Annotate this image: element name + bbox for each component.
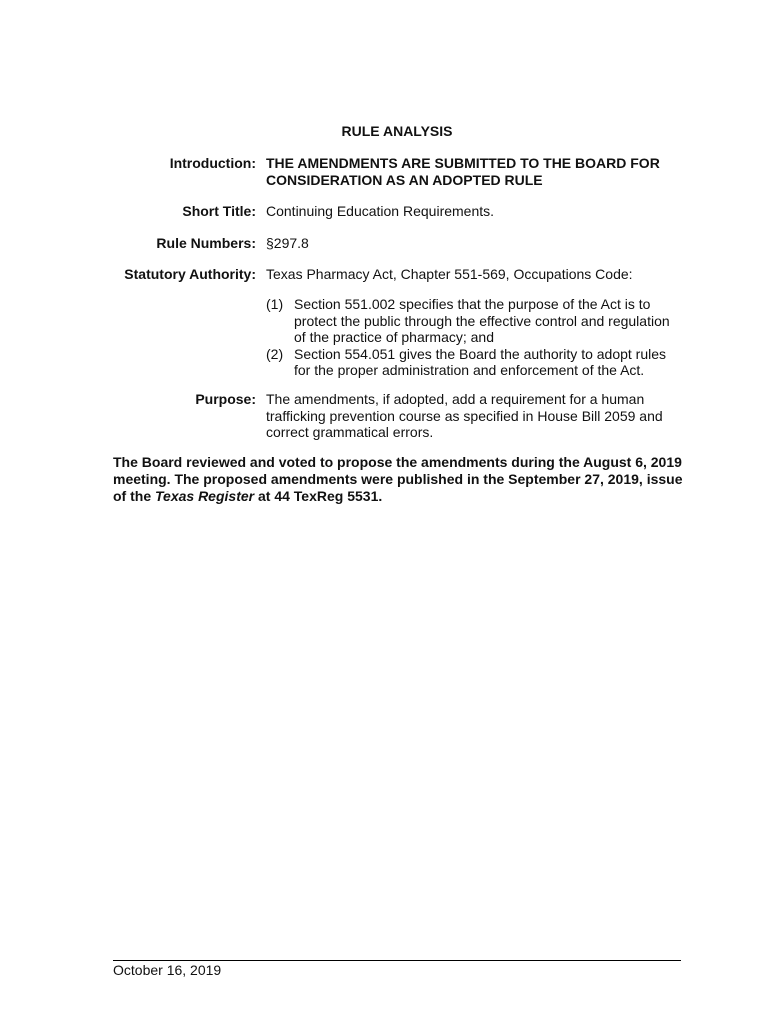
rule-numbers-label: Rule Numbers:: [156, 235, 256, 251]
page-title: RULE ANALYSIS: [341, 123, 453, 139]
closing-text-part1: The Board reviewed and voted to propose the amendments during the August 6, 2019 meeting. The proposed amendments were published in the September 27, 2019, issue of the: [113, 454, 683, 504]
list-item: [266, 346, 676, 379]
closing-paragraph: [113, 454, 683, 505]
list-item-text: Section 551.002 specifies that the purpose of the Act is to protect the public through the effective control and regulation of the practice of pharmacy; and: [294, 296, 670, 345]
rule-numbers-value: §297.8: [266, 235, 309, 251]
list-item-number: (1): [266, 296, 284, 312]
list-item-text: Section 554.051 gives the Board the authority to adopt rules for the proper administration and enforcement of the Act.: [294, 345, 667, 378]
list-item-number: (2): [266, 345, 284, 362]
list-item: [266, 296, 676, 346]
statutory-authority-list: [266, 296, 676, 379]
footer-date: October 16, 2019: [113, 962, 222, 978]
statutory-authority-label: Statutory Authority:: [124, 266, 256, 282]
closing-text-part2: at 44 TexReg 5531.: [254, 488, 383, 504]
introduction-value: THE AMENDMENTS ARE SUBMITTED TO THE BOARD FOR CONSIDERATION AS AN ADOPTED RULE: [266, 155, 660, 188]
publication-name: Texas Register: [155, 488, 255, 504]
short-title-label: Short Title:: [182, 203, 256, 219]
footer-divider: [113, 960, 681, 961]
short-title-value: Continuing Education Requirements.: [266, 203, 495, 219]
statutory-authority-value: Texas Pharmacy Act, Chapter 551-569, Occupations Code:: [266, 266, 633, 282]
purpose-value: The amendments, if adopted, add a requirement for a human trafficking prevention course as specified in House Bill 2059 and correct grammatical errors.: [266, 391, 663, 440]
purpose-label: Purpose:: [195, 391, 256, 407]
introduction-label: Introduction:: [169, 155, 256, 171]
